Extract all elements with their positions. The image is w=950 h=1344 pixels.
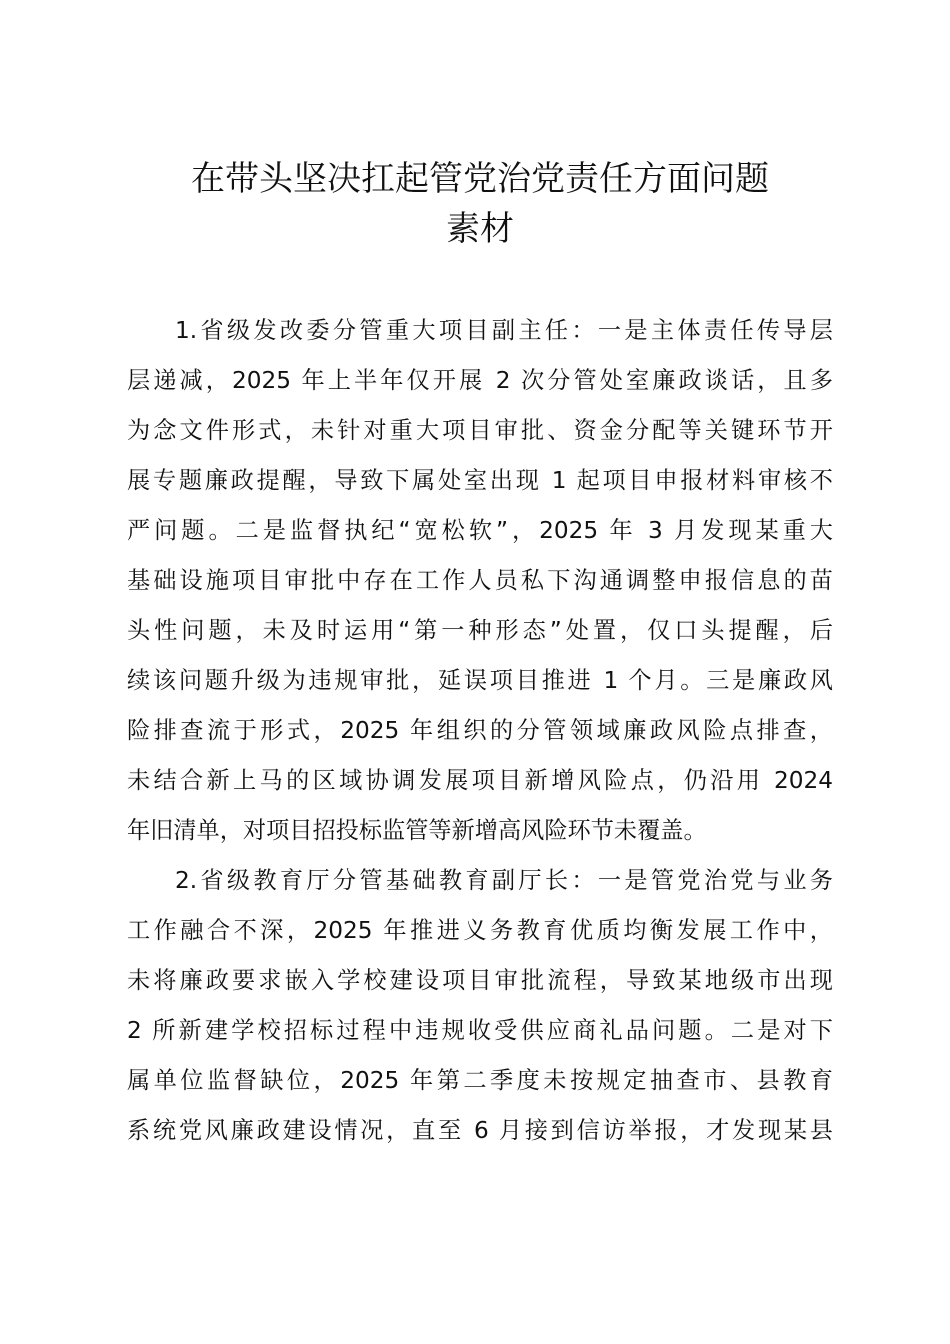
document-body xyxy=(127,306,833,1156)
text-line: 2 所新建学校招标过程中违规收受供应商礼品问题。二是对下 xyxy=(127,1017,833,1044)
text-line: 续该问题升级为违规审批，延误项目推进 1 个月。三是廉政风 xyxy=(127,667,833,694)
text-line: 工作融合不深，2025 年推进义务教育优质均衡发展工作中， xyxy=(127,917,833,944)
text-line: 属单位监督缺位，2025 年第二季度未按规定抽查市、县教育 xyxy=(127,1067,833,1094)
text-line: 严问题。二是监督执纪“宽松软”，2025 年 3 月发现某重大 xyxy=(127,517,833,544)
text-line: 险排查流于形式，2025 年组织的分管领域廉政风险点排查， xyxy=(127,717,833,744)
title-line-1: 在带头坚决扛起管党治党责任方面问题 xyxy=(191,159,769,199)
text-line: 1.省级发改委分管重大项目副主任：一是主体责任传导层 xyxy=(175,317,833,344)
document-title xyxy=(150,154,810,254)
text-line: 2.省级教育厅分管基础教育副厅长：一是管党治党与业务 xyxy=(175,867,833,894)
text-line: 展专题廉政提醒，导致下属处室出现 1 起项目申报材料审核不 xyxy=(127,467,833,494)
text-line: 系统党风廉政建设情况，直至 6 月接到信访举报，才发现某县 xyxy=(127,1117,833,1144)
text-line: 基础设施项目审批中存在工作人员私下沟通调整申报信息的苗 xyxy=(127,567,833,594)
text-line: 年旧清单，对项目招投标监管等新增高风险环节未覆盖。 xyxy=(127,817,707,844)
paragraph-1 xyxy=(127,306,833,856)
title-line-2: 素材 xyxy=(446,209,514,249)
text-line: 未结合新上马的区域协调发展项目新增风险点，仍沿用 2024 xyxy=(127,767,833,794)
text-line: 头性问题，未及时运用“第一种形态”处置，仅口头提醒，后 xyxy=(127,617,833,644)
text-line: 层递减，2025 年上半年仅开展 2 次分管处室廉政谈话，且多 xyxy=(127,367,833,394)
text-line: 未将廉政要求嵌入学校建设项目审批流程，导致某地级市出现 xyxy=(127,967,833,994)
text-line: 为念文件形式，未针对重大项目审批、资金分配等关键环节开 xyxy=(127,417,833,444)
paragraph-2 xyxy=(127,856,833,1156)
